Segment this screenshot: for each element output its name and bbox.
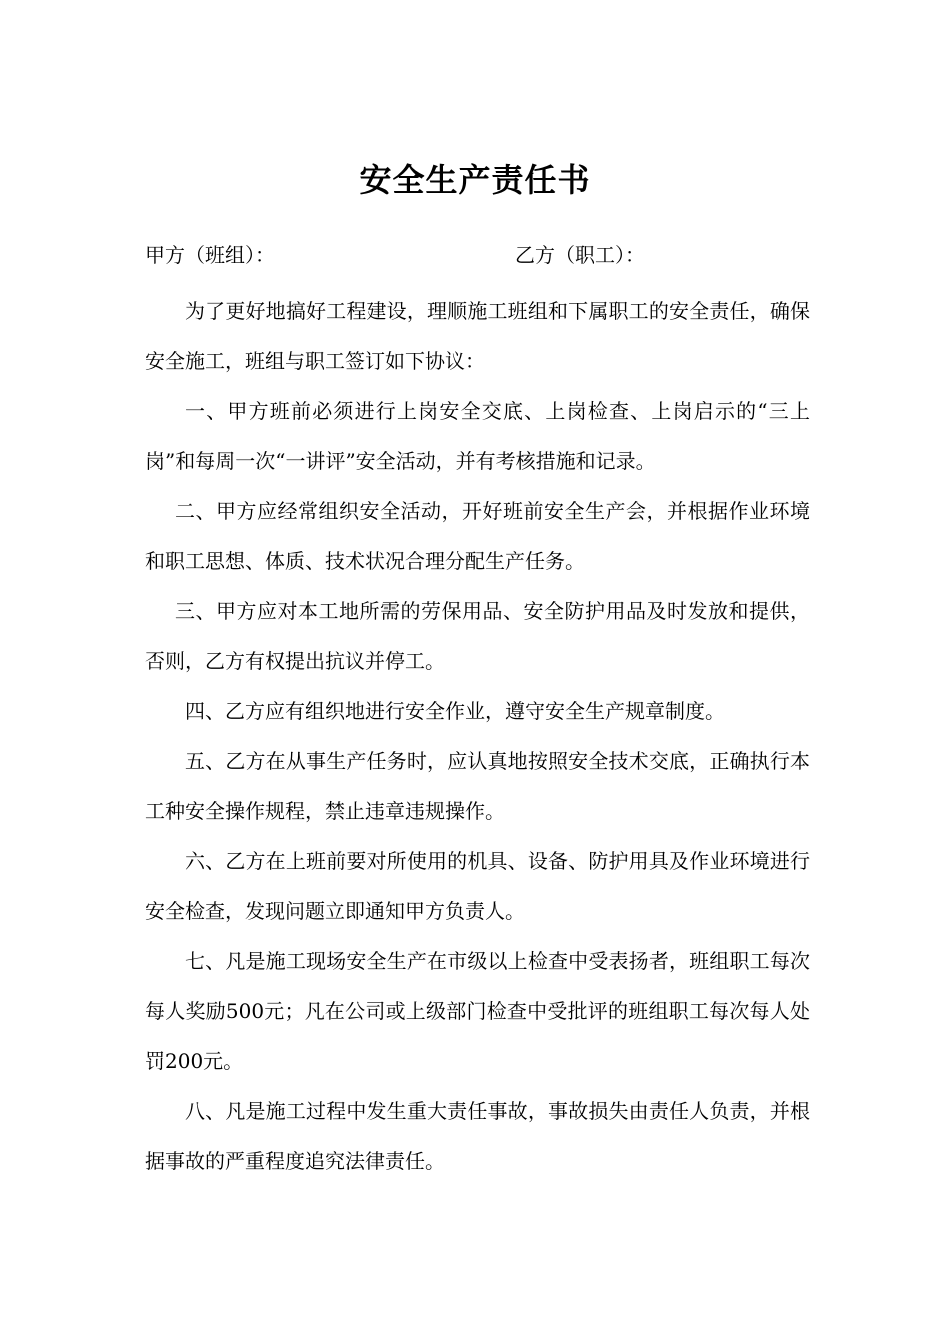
paragraph-clause-6: 六、乙方在上班前要对所使用的机具、设备、防护用具及作业环境进行安全检查，发现问题立即通知甲方负责人。 <box>145 849 810 923</box>
document-body <box>145 286 810 1186</box>
paragraph-clause-8: 八、凡是施工过程中发生重大责任事故，事故损失由责任人负责，并根据事故的严重程度追究法律责任。 <box>145 1099 810 1173</box>
paragraph-clause-3: 三、甲方应对本工地所需的劳保用品、安全防护用品及时发放和提供，否则，乙方有权提出抗议并停工。 <box>145 599 810 673</box>
paragraph-intro: 为了更好地搞好工程建设，理顺施工班组和下属职工的安全责任，确保安全施工，班组与职工签订如下协议： <box>145 299 810 373</box>
paragraph-clause-1: 一、甲方班前必须进行上岗安全交底、上岗检查、上岗启示的“三上岗”和每周一次“一讲评”安全活动，并有考核措施和记录。 <box>145 399 810 473</box>
paragraph-clause-2: 二、甲方应经常组织安全活动，开好班前安全生产会，并根据作业环境和职工思想、体质、技术状况合理分配生产任务。 <box>145 499 810 573</box>
paragraph-clause-4: 四、乙方应有组织地进行安全作业，遵守安全生产规章制度。 <box>185 699 725 723</box>
party-a-label: 甲方（班组）： <box>145 243 275 267</box>
parties-line <box>145 238 815 272</box>
party-b-label: 乙方（职工）： <box>515 243 645 267</box>
paragraph-clause-7: 七、凡是施工现场安全生产在市级以上检查中受表扬者，班组职工每次每人奖励500元；凡在公司或上级部门检查中受批评的班组职工每次每人处罚200元。 <box>145 949 810 1073</box>
paragraph-clause-5: 五、乙方在从事生产任务时，应认真地按照安全技术交底，正确执行本工种安全操作规程，禁止违章违规操作。 <box>145 749 810 823</box>
document-title: 安全生产责任书 <box>359 161 591 199</box>
